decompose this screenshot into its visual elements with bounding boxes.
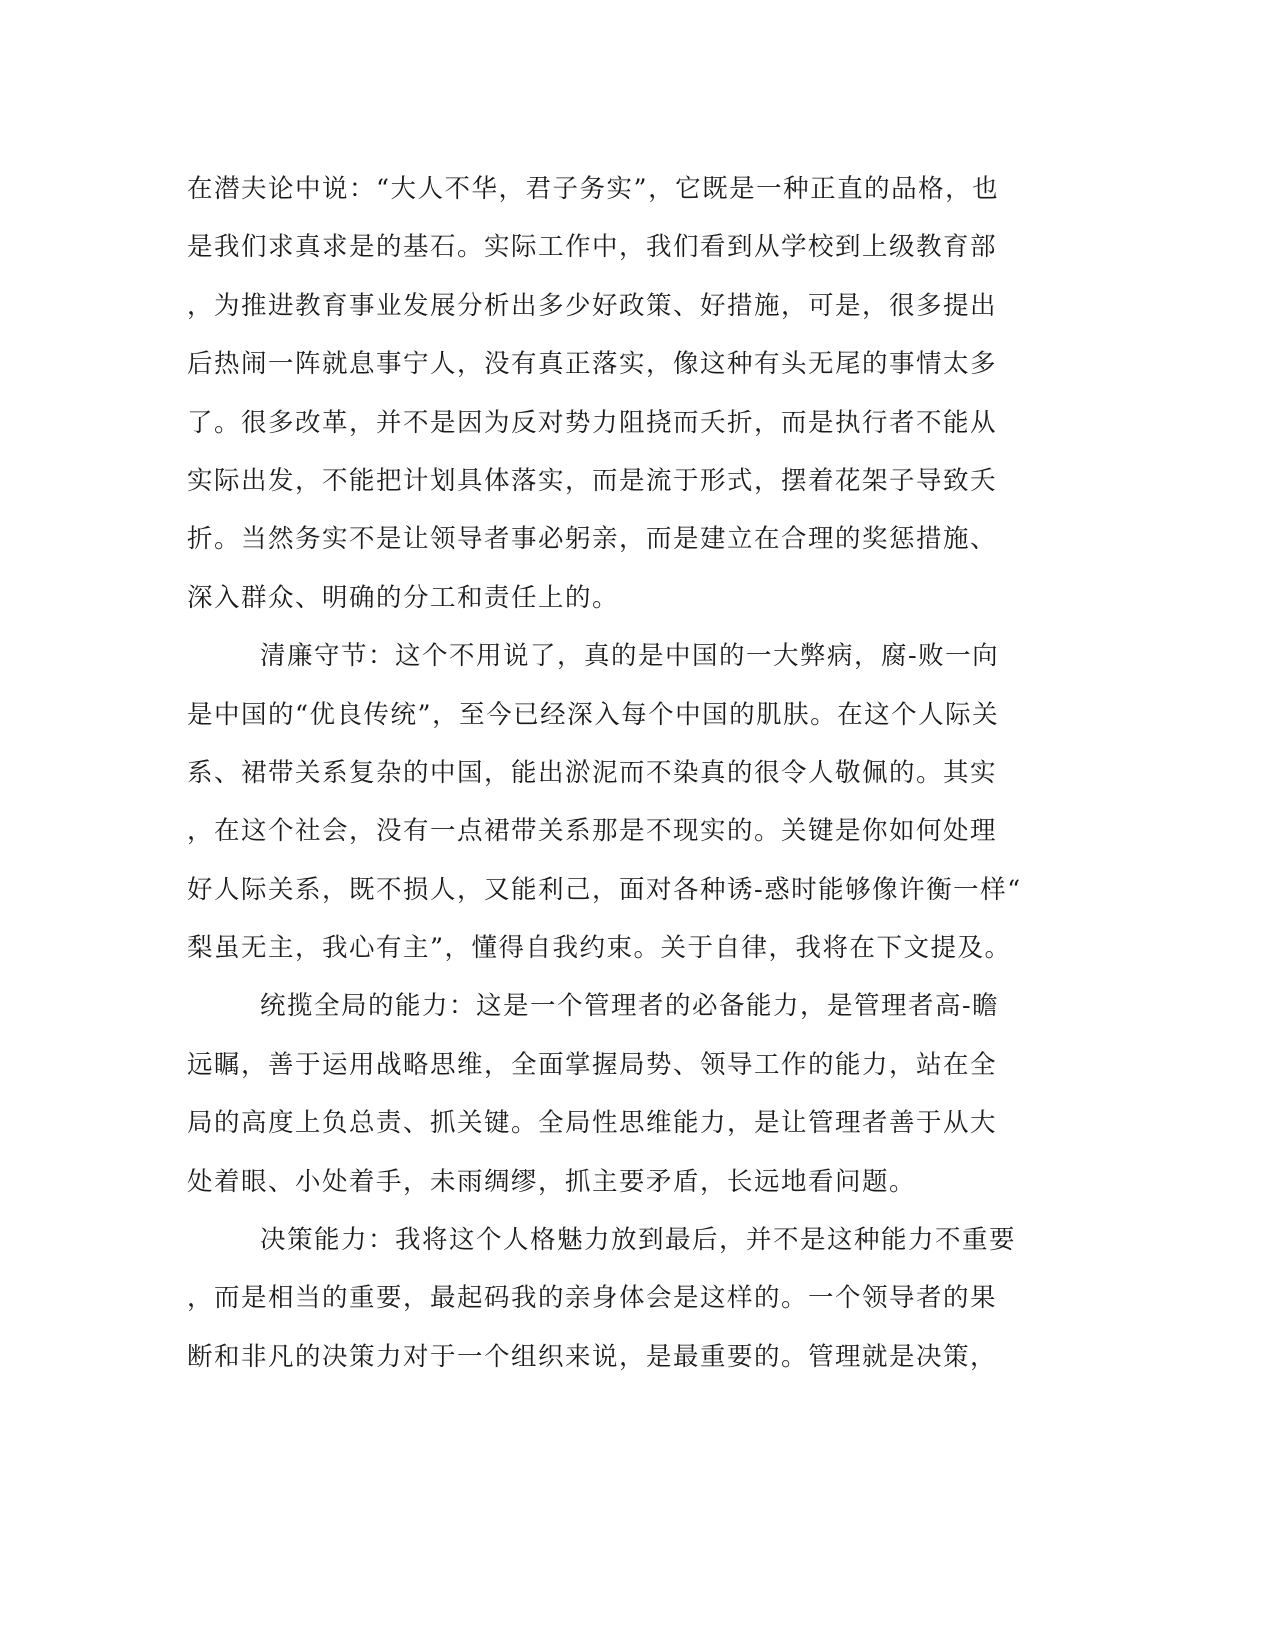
text-line: 好人际关系，既不损人，又能利己，面对各种诱-惑时能够像许衡一样“ — [187, 874, 1022, 905]
text-line: ，为推进教育事业发展分析出多少好政策、好措施，可是，很多提出 — [187, 290, 998, 321]
text-line: 折。当然务实不是让领导者事必躬亲，而是建立在合理的奖惩措施、 — [187, 524, 998, 555]
text-line: ，在这个社会，没有一点裙带关系那是不现实的。关键是你如何处理 — [187, 816, 998, 847]
text-line: 处着眼、小处着手，未雨绸缪，抓主要矛盾，长远地看问题。 — [187, 1166, 917, 1197]
text-line: 系、裙带关系复杂的中国，能出淤泥而不染真的很令人敬佩的。其实 — [187, 757, 998, 788]
text-line: 是中国的“优良传统”，至今已经深入每个中国的肌肤。在这个人际关 — [187, 699, 1000, 730]
text-line: 断和非凡的决策力对于一个组织来说，是最重要的。管理就是决策， — [187, 1341, 998, 1372]
text-line: 了。很多改革，并不是因为反对势力阻挠而夭折，而是执行者不能从 — [187, 407, 998, 438]
text-line: 实际出发，不能把计划具体落实，而是流于形式，摆着花架子导致夭 — [187, 465, 998, 496]
text-line: 统揽全局的能力：这是一个管理者的必备能力，是管理者高-瞻 — [260, 991, 1000, 1022]
text-line: 局的高度上负总责、抓关键。全局性思维能力，是让管理者善于从大 — [187, 1108, 998, 1139]
text-line: 在潜夫论中说：“大人不华，君子务实”，它既是一种正直的品格，也 — [187, 174, 1000, 204]
text-line: ，而是相当的重要，最起码我的亲身体会是这样的。一个领导者的果 — [187, 1283, 998, 1314]
text-line: 深入群众、明确的分工和责任上的。 — [187, 582, 620, 613]
text-line: 决策能力：我将这个人格魅力放到最后，并不是这种能力不重要 — [260, 1225, 1017, 1256]
text-line: 梨虽无主，我心有主”，懂得自我约束。关于自律，我将在下文提及。 — [187, 933, 1012, 964]
text-line: 是我们求真求是的基石。实际工作中，我们看到从学校到上级教育部 — [187, 232, 998, 263]
document-body — [187, 160, 1087, 1386]
text-line: 清廉守节：这个不用说了，真的是中国的一大弊病，腐-败一向 — [260, 641, 1000, 672]
text-line: 远瞩，善于运用战略思维，全面掌握局势、领导工作的能力，站在全 — [187, 1049, 998, 1080]
text-line: 后热闹一阵就息事宁人，没有真正落实，像这种有头无尾的事情太多 — [187, 349, 998, 380]
